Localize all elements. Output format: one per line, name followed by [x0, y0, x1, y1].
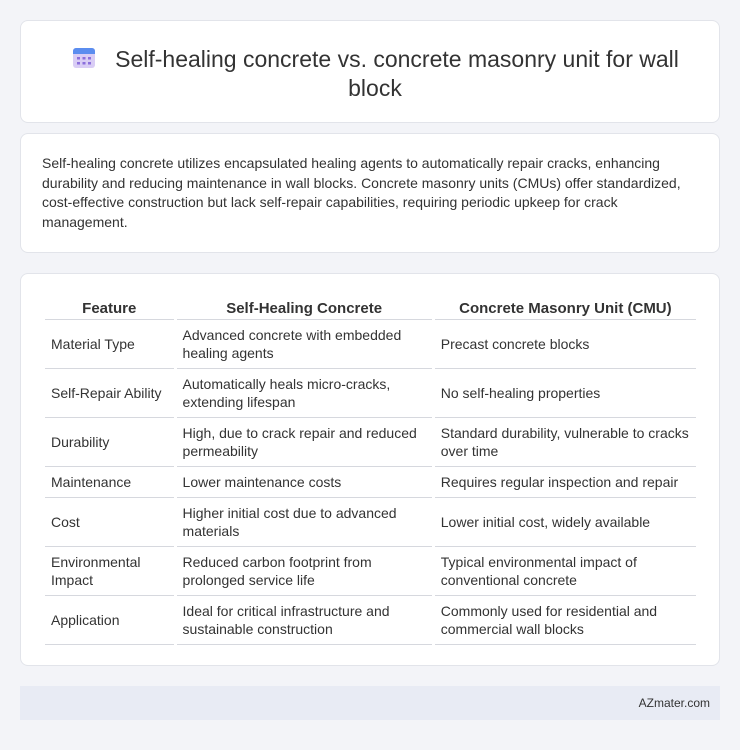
table-header-row	[45, 294, 696, 320]
intro-text: Self-healing concrete utilizes encapsulated healing agents to automatically repair cracks, enhancing durability and reducing maintenance in wall blocks. Concrete masonry units (CMUs) offer standardized, cost-effective construction but lack self-repair capabilities, requiring periodic upkeep for crack management.	[42, 155, 681, 230]
page-title: Self-healing concrete vs. concrete masonry unit for wall block	[115, 46, 679, 101]
footer-brand[interactable]: AZmater.com	[638, 696, 710, 710]
row-self-healing: Advanced concrete with embedded healing agents	[177, 320, 432, 369]
row-feature: Cost	[45, 498, 174, 547]
calendar-grid-icon	[71, 46, 97, 70]
table-row	[45, 369, 696, 418]
row-self-healing: Ideal for critical infrastructure and sustainable construction	[177, 596, 432, 645]
table-row	[45, 596, 696, 645]
row-feature: Material Type	[45, 320, 174, 369]
row-self-healing: Reduced carbon footprint from prolonged service life	[177, 547, 432, 596]
row-feature: Durability	[45, 418, 174, 467]
row-self-healing: High, due to crack repair and reduced permeability	[177, 418, 432, 467]
header-self-healing: Self-Healing Concrete	[177, 294, 432, 320]
title-card	[20, 20, 720, 123]
header-feature: Feature	[45, 294, 174, 320]
row-cmu: Typical environmental impact of conventional concrete	[435, 547, 696, 596]
comparison-table	[42, 294, 699, 645]
row-cmu: Commonly used for residential and commercial wall blocks	[435, 596, 696, 645]
intro-card	[20, 133, 720, 253]
table-row	[45, 547, 696, 596]
row-cmu: No self-healing properties	[435, 369, 696, 418]
row-self-healing: Automatically heals micro-cracks, extending lifespan	[177, 369, 432, 418]
row-self-healing: Lower maintenance costs	[177, 467, 432, 498]
table-row	[45, 320, 696, 369]
row-cmu: Lower initial cost, widely available	[435, 498, 696, 547]
row-feature: Self-Repair Ability	[45, 369, 174, 418]
footer-bar	[20, 686, 720, 720]
row-feature: Maintenance	[45, 467, 174, 498]
row-cmu: Standard durability, vulnerable to cracks over time	[435, 418, 696, 467]
title-wrap	[51, 45, 699, 103]
table-row	[45, 418, 696, 467]
row-feature: Application	[45, 596, 174, 645]
row-cmu: Requires regular inspection and repair	[435, 467, 696, 498]
table-card	[20, 273, 720, 666]
row-feature: Environmental Impact	[45, 547, 174, 596]
table-row	[45, 498, 696, 547]
table-row	[45, 467, 696, 498]
header-cmu: Concrete Masonry Unit (CMU)	[435, 294, 696, 320]
row-cmu: Precast concrete blocks	[435, 320, 696, 369]
row-self-healing: Higher initial cost due to advanced materials	[177, 498, 432, 547]
